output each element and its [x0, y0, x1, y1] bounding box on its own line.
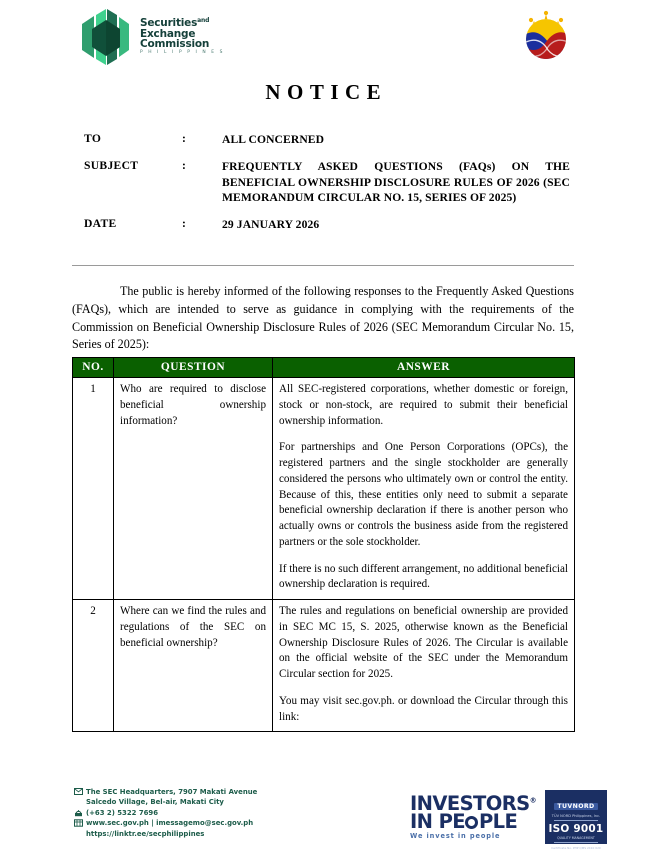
page-footer	[0, 784, 646, 862]
column-header-no: NO.	[73, 358, 114, 378]
sec-wordmark	[140, 18, 224, 55]
footer-address-line1: The SEC Headquarters, 7907 Makati Avenue	[86, 788, 258, 796]
iso-badge-sub: TÜV NORD Philippines, Inc.	[551, 814, 601, 818]
footer-address-row	[74, 787, 257, 797]
answer-paragraph: You may visit sec.gov.ph. or download the Circular through this link:	[279, 694, 568, 723]
footer-phone-row	[74, 808, 257, 818]
iso-badge-brand: TUVNORD	[554, 803, 597, 810]
column-header-answer: ANSWER	[273, 358, 575, 378]
footer-linktree[interactable]: https://linktr.ee/secphilippines	[86, 829, 205, 838]
iip-line2: IN PE PLE	[410, 809, 518, 833]
memo-value-to: ALL CONCERNED	[222, 133, 325, 146]
row-number: 2	[73, 600, 114, 732]
iso-9001-badge	[545, 790, 607, 850]
answer-paragraph: All SEC-registered corporations, whether domestic or foreign, stock or non-stock, are required to submit their beneficial ownership information.	[279, 383, 568, 427]
iso-badge-rule-bottom	[554, 842, 598, 843]
memo-label-subject: SUBJECT	[84, 159, 139, 173]
sec-wordmark-line1: Securities$^{and}$	[140, 17, 210, 30]
row-number: 1	[73, 378, 114, 600]
iip-circle-o-icon	[465, 816, 478, 829]
iso-badge-rule-top	[554, 820, 598, 821]
row-question: Who are required to disclose beneficial ownership information?	[114, 378, 273, 600]
memo-header	[84, 132, 570, 232]
column-header-question: QUESTION	[114, 358, 273, 378]
sec-wordmark-subtitle: P H I L I P P I N E S	[140, 50, 225, 56]
iso-badge-standard: ISO 9001	[548, 823, 604, 835]
sec-wordmark-line3: Commission	[140, 38, 210, 51]
intro-paragraph: The public is hereby informed of the following responses to the Frequently Asked Questions (FAQs), which are intended to serve as guidance in complying with the requirements of the Commission on Beneficial Ownership Disclosure Rules of 2026 (SEC Memorandum Circular No. 15, Series of 2025):	[72, 284, 574, 352]
telephone-icon	[74, 809, 86, 818]
memo-colon-date: :	[182, 217, 186, 231]
sec-hexagon-mark	[76, 8, 136, 66]
answer-paragraph: For partnerships and One Person Corporations (OPCs), the registered partners and the single stockholder are generally considered the persons who ultimately own or control the entity. Because of this, these entities only need to submit a separate beneficial ownership declaration if there is another person who actually owns or controls the business aside from the registered partners or the sole stockholder.	[279, 441, 568, 548]
table-row	[73, 600, 575, 732]
footer-contact-block	[74, 787, 257, 839]
row-answer	[273, 378, 575, 600]
memo-label-date: DATE	[84, 217, 117, 231]
memo-row-date	[84, 217, 570, 232]
footer-linktree-row	[74, 829, 257, 839]
row-answer	[273, 600, 575, 732]
memo-value-date: 29 JANUARY 2026	[222, 218, 320, 232]
footer-address-row2	[74, 797, 257, 807]
table-row	[73, 378, 575, 600]
memo-row-subject	[84, 159, 570, 205]
faq-table	[72, 357, 575, 732]
investors-in-people-logo	[410, 791, 536, 841]
row-question: Where can we find the rules and regulations of the SEC on beneficial ownership?	[114, 600, 273, 732]
globe-icon	[74, 819, 86, 828]
philippines-seal-graphic	[518, 8, 574, 64]
footer-phone: (+63 2) 5322 7696	[86, 808, 159, 817]
iip-tagline: We invest in people	[410, 832, 501, 841]
answer-paragraph: If there is no such different arrangement, no additional beneficial ownership declaration is required.	[279, 562, 568, 591]
letterhead	[0, 0, 646, 78]
memo-row-to	[84, 132, 570, 147]
sec-logo	[76, 8, 224, 66]
footer-address-line2: Salcedo Village, Bel-air, Makati City	[86, 798, 224, 807]
iso-badge-certificate: Certificate No. PHP QMS 2410 020	[551, 846, 601, 850]
header-divider	[72, 265, 574, 266]
sec-wordmark-line2: Exchange	[140, 27, 196, 40]
footer-logos	[410, 790, 607, 850]
answer-paragraph: The rules and regulations on beneficial ownership are provided in SEC MC 15, S. 2025, otherwise known as the Beneficial Ownership Disclosure Rules of 2026. The Circular is available on the official website of the SEC under the Memorandum Circular section for 2025.	[279, 605, 568, 680]
faq-table-header-row	[73, 358, 575, 378]
sec-wordmark-and: and	[197, 17, 210, 25]
footer-web[interactable]: www.sec.gov.ph | imessagemo@sec.gov.ph	[86, 819, 254, 828]
philippines-seal-icon	[518, 8, 574, 64]
iso-badge-standard-sub: QUALITY MANAGEMENT	[557, 836, 595, 840]
memo-colon-subject: :	[182, 159, 186, 173]
iip-registered-mark: ®	[529, 796, 536, 805]
memo-label-to: TO	[84, 132, 102, 145]
iip-line1: INVESTORS®	[410, 791, 536, 815]
footer-web-row	[74, 818, 257, 828]
memo-value-subject: FREQUENTLY ASKED QUESTIONS (FAQs) ON THE BENEFICIAL OWNERSHIP DISCLOSURE RULES OF 2026 (SEC MEMORANDUM CIRCULAR NO. 15, SERIES OF 2025)	[222, 160, 570, 204]
memo-colon-to: :	[182, 132, 186, 145]
page-title: NOTICE	[265, 80, 388, 104]
envelope-icon	[74, 788, 86, 797]
